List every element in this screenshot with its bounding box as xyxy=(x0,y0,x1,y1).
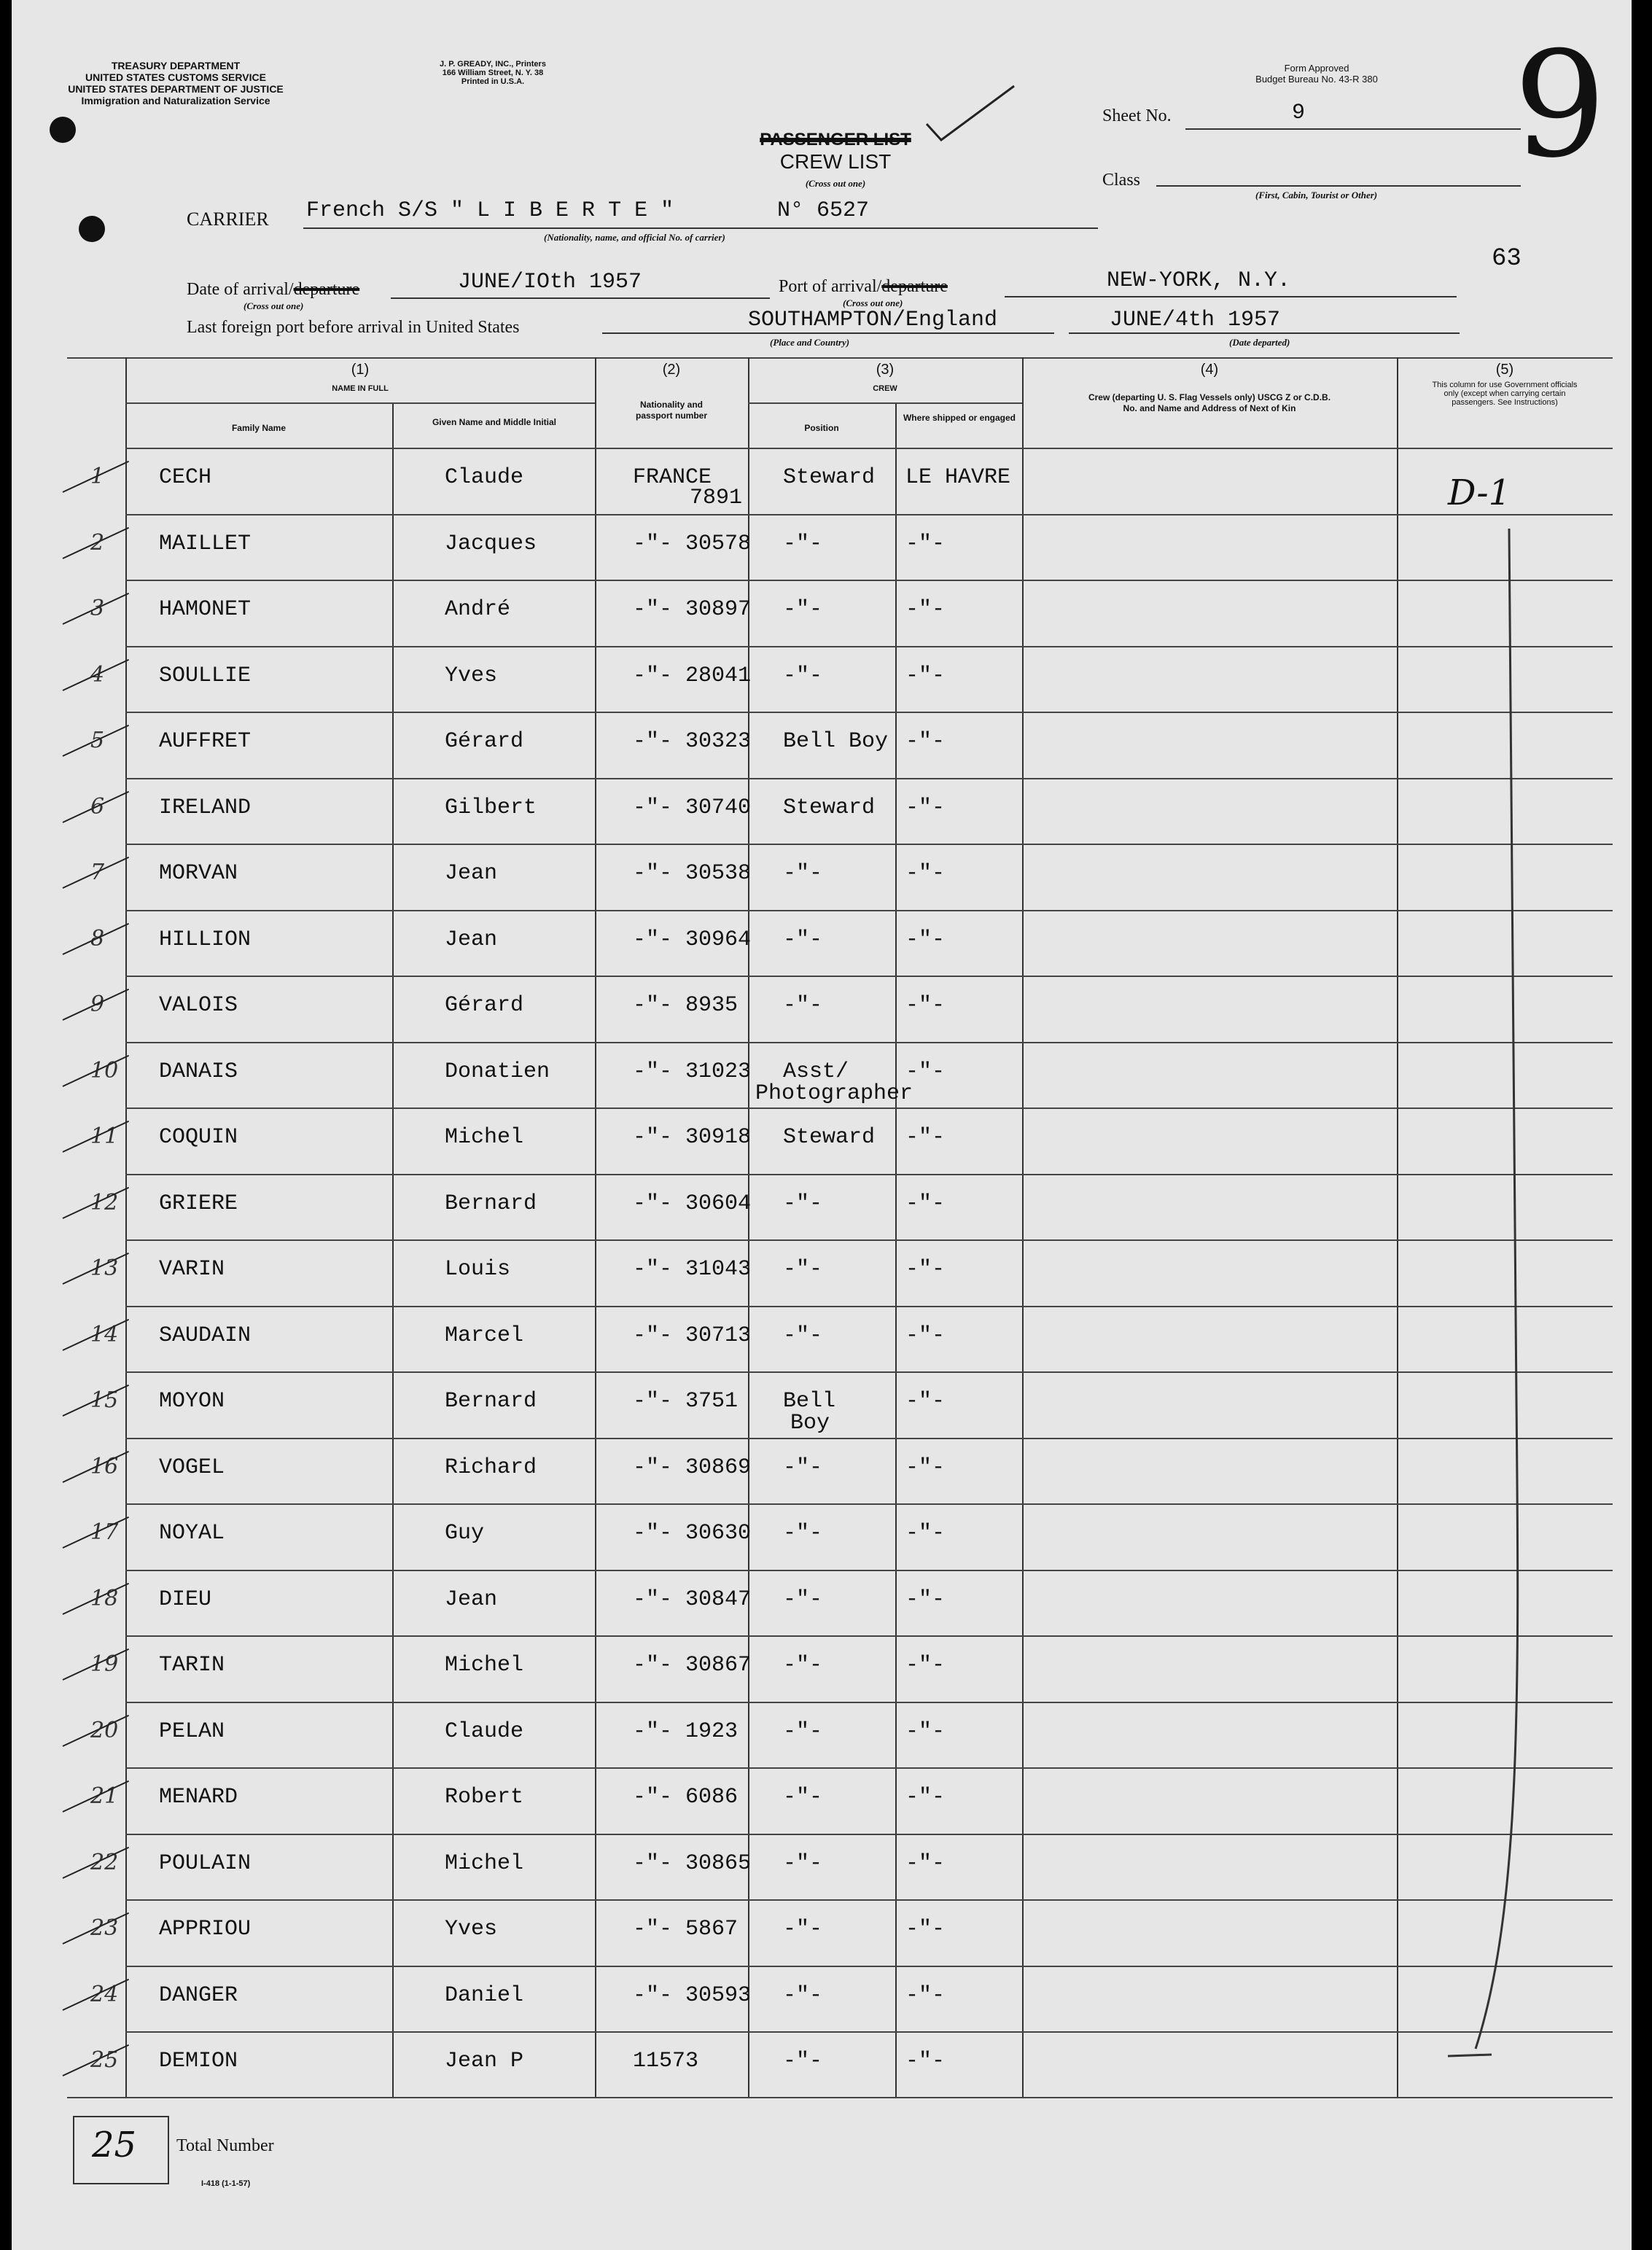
family-name-cell: DIEU xyxy=(159,1587,212,1612)
col3-number: (3) xyxy=(876,362,895,378)
port-label-struck: departure xyxy=(881,277,948,296)
row-number: 2 xyxy=(90,529,105,556)
class-note: (First, Cabin, Tourist or Other) xyxy=(1255,190,1378,201)
agency-line-3: UNITED STATES DEPARTMENT OF JUSTICE xyxy=(68,83,284,95)
given-name-cell: Robert xyxy=(445,1785,524,1810)
table-top-rule xyxy=(67,357,1613,359)
where-shipped-cell: -"- xyxy=(905,597,946,622)
nationality-cell: -"- 30323 xyxy=(633,729,752,754)
where-shipped-cell: -"- xyxy=(905,927,946,952)
nationality-cell: -"- 30865 xyxy=(633,1850,752,1876)
where-shipped-cell: -"- xyxy=(905,795,946,820)
position-cell: Bell xyxy=(783,1389,836,1414)
row-number: 4 xyxy=(90,661,105,688)
header-mid-rule xyxy=(125,402,595,404)
row-rule xyxy=(125,1635,1613,1637)
where-shipped-cell: -"- xyxy=(905,1587,946,1612)
header-bottom-rule xyxy=(125,448,1613,449)
row-number: 8 xyxy=(90,925,105,951)
family-name-cell: AUFFRET xyxy=(159,729,252,754)
nationality-cell: -"- 30867 xyxy=(633,1653,752,1678)
position-cell: Bell Boy xyxy=(783,729,889,754)
position-cell: -"- xyxy=(783,1323,823,1348)
nationality-cell: -"- 1923 xyxy=(633,1718,739,1744)
port-label-text: Port of arrival/ xyxy=(779,277,882,296)
given-name-cell: Jean P xyxy=(445,2049,524,2074)
row-number: 23 xyxy=(90,1915,119,1941)
carrier-note: (Nationality, name, and official No. of carrier) xyxy=(544,232,725,243)
col4-title: Crew (departing U. S. Flag Vessels only) USCG Z or C.D.B. No. and Name and Address of Next of Kin xyxy=(1088,392,1331,413)
row-number: 6 xyxy=(90,793,105,820)
position-cell-line2: Photographer xyxy=(755,1081,913,1106)
port-underline xyxy=(1005,296,1457,297)
family-name-cell: MOYON xyxy=(159,1389,225,1414)
given-name-cell: Jean xyxy=(445,927,498,952)
given-name-cell: Gérard xyxy=(445,993,524,1018)
family-name-cell: CECH xyxy=(159,465,212,490)
row-rule xyxy=(125,1108,1613,1109)
given-name-cell: Michel xyxy=(445,1653,524,1678)
position-cell-line2: Boy xyxy=(790,1411,830,1436)
nationality-cell: -"- 30740 xyxy=(633,795,752,820)
family-name-cell: MORVAN xyxy=(159,861,238,886)
passport-cell: 7891 xyxy=(690,486,743,510)
row-number: 7 xyxy=(90,860,105,885)
given-name-cell: Donatien xyxy=(445,1059,550,1084)
col5-annotation: D-1 xyxy=(1448,472,1511,513)
given-name-cell: Jean xyxy=(445,1587,498,1612)
nationality-cell: -"- 30897 xyxy=(633,597,752,622)
given-name-cell: Yves xyxy=(445,1917,498,1942)
col-rule-c xyxy=(595,357,596,2097)
position-cell: -"- xyxy=(783,1850,823,1876)
arrival-label-text: Date of arrival/ xyxy=(187,280,294,299)
family-name-cell: DANAIS xyxy=(159,1059,238,1084)
last-port-date: JUNE/4th 1957 xyxy=(1110,308,1281,332)
family-name-cell: MAILLET xyxy=(159,531,252,556)
position-cell: -"- xyxy=(783,1982,823,2008)
given-name-cell: Daniel xyxy=(445,1982,524,2008)
nationality-cell: -"- 31023 xyxy=(633,1059,752,1084)
where-shipped-cell: -"- xyxy=(905,1191,946,1216)
row-number: 22 xyxy=(90,1849,119,1875)
given-name-cell: Guy xyxy=(445,1521,485,1546)
position-cell: -"- xyxy=(783,1653,823,1678)
row-rule xyxy=(125,1042,1613,1043)
given-header: Given Name and Middle Initial xyxy=(432,417,557,427)
row-number: 19 xyxy=(90,1651,119,1677)
nationality-cell: -"- 3751 xyxy=(633,1389,739,1414)
where-shipped-cell: -"- xyxy=(905,663,946,688)
given-name-cell: Yves xyxy=(445,663,498,688)
carrier-label: CARRIER xyxy=(187,209,269,230)
position-cell: -"- xyxy=(783,1587,823,1612)
family-name-cell: MENARD xyxy=(159,1785,238,1810)
list-title-struck: PASSENGER LIST xyxy=(760,130,911,149)
family-name-cell: COQUIN xyxy=(159,1125,238,1150)
position-cell: Steward xyxy=(783,1125,876,1150)
row-number: 12 xyxy=(90,1189,119,1215)
family-name-cell: APPRIOU xyxy=(159,1917,252,1942)
nationality-cell: -"- 5867 xyxy=(633,1917,739,1942)
where-header: Where shipped or engaged xyxy=(903,413,1016,423)
family-name-cell: SAUDAIN xyxy=(159,1323,252,1348)
family-name-cell: TARIN xyxy=(159,1653,225,1678)
where-shipped-cell: -"- xyxy=(905,531,946,556)
family-name-cell: HAMONET xyxy=(159,597,252,622)
nationality-header: Nationality and passport number xyxy=(635,400,707,421)
row-rule xyxy=(125,1306,1613,1307)
row-rule xyxy=(125,712,1613,713)
family-header: Family Name xyxy=(231,423,287,433)
form-approved-block xyxy=(1222,63,1411,85)
family-name-cell: DANGER xyxy=(159,1982,238,2008)
carrier-value: French S/S " L I B E R T E " xyxy=(306,198,674,223)
position-cell: Asst/ xyxy=(783,1059,849,1084)
where-shipped-cell: -"- xyxy=(905,1455,946,1480)
crew-header: CREW xyxy=(873,384,897,393)
port-label xyxy=(779,277,948,297)
nationality-cell: -"- 30538 xyxy=(633,861,752,886)
given-name-cell: André xyxy=(445,597,511,622)
sheet-big-number: 9 xyxy=(1513,20,1607,190)
col1-title: NAME IN FULL xyxy=(332,384,389,393)
cross-out-note: (Cross out one) xyxy=(805,178,866,189)
nationality-cell: -"- 6086 xyxy=(633,1785,739,1810)
col5-bracket-line xyxy=(1441,525,1528,2071)
position-cell: -"- xyxy=(783,1917,823,1942)
given-name-cell: Claude xyxy=(445,1718,524,1744)
where-shipped-cell: -"- xyxy=(905,1850,946,1876)
given-name-cell: Michel xyxy=(445,1125,524,1150)
place-note: (Place and Country) xyxy=(770,337,850,348)
sheet-underline xyxy=(1185,128,1521,130)
position-cell: -"- xyxy=(783,993,823,1018)
row-rule xyxy=(125,580,1613,581)
row-number: 25 xyxy=(90,2047,119,2073)
document-page xyxy=(12,0,1632,2250)
nationality-cell: -"- 30593 xyxy=(633,1982,752,2008)
where-shipped-cell: -"- xyxy=(905,1521,946,1546)
col-rule-g xyxy=(1397,357,1398,2097)
where-shipped-cell: -"- xyxy=(905,1059,946,1084)
nationality-cell: 11573 xyxy=(633,2049,699,2074)
family-name-cell: HILLION xyxy=(159,927,252,952)
table-bottom-rule xyxy=(67,2097,1613,2098)
where-shipped-cell: LE HAVRE xyxy=(905,465,1011,490)
position-cell: -"- xyxy=(783,2049,823,2074)
row-number: 9 xyxy=(90,992,105,1017)
row-number: 15 xyxy=(90,1387,119,1413)
nationality-cell: -"- 30869 xyxy=(633,1455,752,1480)
where-shipped-cell: -"- xyxy=(905,1257,946,1282)
position-cell: -"- xyxy=(783,663,823,688)
nationality-cell: -"- 30713 xyxy=(633,1323,752,1348)
given-name-cell: Gérard xyxy=(445,729,524,754)
form-approved-line-2: Budget Bureau No. 43-R 380 xyxy=(1255,74,1378,85)
punch-hole-middle xyxy=(79,216,105,242)
given-name-cell: Bernard xyxy=(445,1389,537,1414)
row-rule xyxy=(125,1834,1613,1835)
col5-number: (5) xyxy=(1495,362,1514,378)
where-shipped-cell: -"- xyxy=(905,1125,946,1150)
family-name-cell: VARIN xyxy=(159,1257,225,1282)
where-shipped-cell: -"- xyxy=(905,1982,946,2008)
where-shipped-cell: -"- xyxy=(905,1323,946,1348)
nationality-cell: FRANCE xyxy=(633,465,712,490)
given-name-cell: Louis xyxy=(445,1257,511,1282)
row-number: 16 xyxy=(90,1453,119,1479)
sheet-label: Sheet No. xyxy=(1102,106,1172,125)
row-number: 10 xyxy=(90,1057,119,1083)
family-name-cell: NOYAL xyxy=(159,1521,225,1546)
arrival-cross-note: (Cross out one) xyxy=(243,300,304,311)
printer-line-3: Printed in U.S.A. xyxy=(461,77,525,86)
row-rule xyxy=(125,844,1613,845)
col-rule-b xyxy=(392,402,394,2097)
row-number: 24 xyxy=(90,1981,119,2007)
total-label: Total Number xyxy=(176,2136,274,2155)
nationality-cell: -"- 30964 xyxy=(633,927,752,952)
list-title: CREW LIST xyxy=(779,150,892,173)
col-rule-a xyxy=(125,357,127,2097)
family-name-cell: SOULLIE xyxy=(159,663,252,688)
family-name-cell: GRIERE xyxy=(159,1191,238,1216)
row-number: 21 xyxy=(90,1783,119,1809)
position-cell: Steward xyxy=(783,465,876,490)
row-number: 3 xyxy=(90,596,105,621)
row-rule xyxy=(125,2031,1613,2033)
position-cell: -"- xyxy=(783,927,823,952)
position-cell: -"- xyxy=(783,597,823,622)
form-approved-line-1: Form Approved xyxy=(1284,63,1349,74)
where-shipped-cell: -"- xyxy=(905,1917,946,1942)
given-name-cell: Gilbert xyxy=(445,795,537,820)
total-value: 25 xyxy=(92,2125,137,2165)
check-mark-icon xyxy=(923,80,1018,146)
row-number: 17 xyxy=(90,1519,119,1545)
agency-block xyxy=(55,60,296,106)
nationality-cell: -"- 8935 xyxy=(633,993,739,1018)
agency-line-1: TREASURY DEPARTMENT xyxy=(111,60,241,71)
given-name-cell: Claude xyxy=(445,465,524,490)
given-name-cell: Marcel xyxy=(445,1323,524,1348)
position-cell: -"- xyxy=(783,1521,823,1546)
where-shipped-cell: -"- xyxy=(905,1389,946,1414)
position-cell: -"- xyxy=(783,861,823,886)
row-number: 5 xyxy=(90,728,105,753)
given-name-cell: Michel xyxy=(445,1850,524,1876)
family-name-cell: VOGEL xyxy=(159,1455,225,1480)
position-cell: Steward xyxy=(783,795,876,820)
position-cell: -"- xyxy=(783,1718,823,1744)
family-name-cell: DEMION xyxy=(159,2049,238,2074)
date-note: (Date departed) xyxy=(1229,337,1290,348)
agency-line-2: UNITED STATES CUSTOMS SERVICE xyxy=(85,71,266,83)
nationality-cell: -"- 30578 xyxy=(633,531,752,556)
row-rule xyxy=(125,1966,1613,1967)
row-rule xyxy=(125,1702,1613,1703)
nationality-cell: -"- 31043 xyxy=(633,1257,752,1282)
row-rule xyxy=(125,1503,1613,1505)
last-port-value: SOUTHAMPTON/England xyxy=(748,308,998,332)
where-shipped-cell: -"- xyxy=(905,2049,946,2074)
row-number: 14 xyxy=(90,1321,119,1347)
punch-hole-top xyxy=(50,117,76,143)
nationality-cell: -"- 30918 xyxy=(633,1125,752,1150)
where-shipped-cell: -"- xyxy=(905,861,946,886)
nationality-cell: -"- 30630 xyxy=(633,1521,752,1546)
row-number: 18 xyxy=(90,1585,119,1611)
arrival-value: JUNE/IOth 1957 xyxy=(458,270,642,295)
arrival-underline xyxy=(391,297,770,299)
row-rule xyxy=(125,646,1613,647)
class-underline xyxy=(1156,185,1521,187)
position-cell: -"- xyxy=(783,1191,823,1216)
arrival-label-struck: departure xyxy=(293,280,360,299)
form-code: I-418 (1-1-57) xyxy=(201,2179,251,2188)
given-name-cell: Bernard xyxy=(445,1191,537,1216)
agency-line-4: Immigration and Naturalization Service xyxy=(81,95,270,106)
row-number: 11 xyxy=(90,1124,119,1149)
last-port-underline xyxy=(602,332,1054,334)
row-rule xyxy=(125,1570,1613,1571)
position-cell: -"- xyxy=(783,1257,823,1282)
side-number: 63 xyxy=(1492,245,1522,273)
row-number: 13 xyxy=(90,1256,119,1281)
family-name-cell: IRELAND xyxy=(159,795,252,820)
col-rule-f xyxy=(1022,357,1024,2097)
port-cross-note: (Cross out one) xyxy=(843,297,903,308)
row-number: 1 xyxy=(90,464,105,489)
row-rule xyxy=(125,976,1613,977)
family-name-cell: POULAIN xyxy=(159,1850,252,1876)
row-rule xyxy=(125,910,1613,911)
printer-line-1: J. P. GREADY, INC., Printers xyxy=(440,60,546,69)
header-mid-rule-crew xyxy=(748,402,1022,404)
row-rule xyxy=(125,1371,1613,1373)
where-shipped-cell: -"- xyxy=(905,1653,946,1678)
last-date-underline xyxy=(1069,332,1460,334)
nationality-cell: -"- 28041 xyxy=(633,663,752,688)
carrier-number: N° 6527 xyxy=(777,198,870,223)
printer-block xyxy=(405,60,580,86)
given-name-cell: Jacques xyxy=(445,531,537,556)
position-header: Position xyxy=(804,423,839,433)
col1-number: (1) xyxy=(351,362,370,378)
row-number: 20 xyxy=(90,1717,119,1743)
row-rule xyxy=(125,1239,1613,1241)
position-cell: -"- xyxy=(783,531,823,556)
where-shipped-cell: -"- xyxy=(905,1718,946,1744)
where-shipped-cell: -"- xyxy=(905,993,946,1018)
arrival-label xyxy=(187,280,359,300)
row-rule xyxy=(125,1899,1613,1901)
row-rule xyxy=(125,1767,1613,1769)
row-rule xyxy=(125,514,1613,515)
nationality-cell: -"- 30847 xyxy=(633,1587,752,1612)
col-rule-e xyxy=(895,402,897,2097)
row-rule xyxy=(125,1438,1613,1439)
row-rule xyxy=(125,1174,1613,1175)
position-cell: -"- xyxy=(783,1455,823,1480)
row-rule xyxy=(125,778,1613,779)
carrier-underline xyxy=(303,227,1098,229)
printer-line-2: 166 William Street, N. Y. 38 xyxy=(442,69,544,77)
where-shipped-cell: -"- xyxy=(905,1785,946,1810)
col2-number: (2) xyxy=(662,362,681,378)
nationality-cell: -"- 30604 xyxy=(633,1191,752,1216)
port-value: NEW-YORK, N.Y. xyxy=(1107,268,1291,293)
given-name-cell: Richard xyxy=(445,1455,537,1480)
position-cell: -"- xyxy=(783,1785,823,1810)
col5-title: This column for use Government officials only (except when carrying certain passengers. See Instructions) xyxy=(1432,381,1578,407)
where-shipped-cell: -"- xyxy=(905,729,946,754)
given-name-cell: Jean xyxy=(445,861,498,886)
class-label: Class xyxy=(1102,171,1141,190)
sheet-value: 9 xyxy=(1292,101,1306,125)
family-name-cell: PELAN xyxy=(159,1718,225,1744)
last-port-label: Last foreign port before arrival in United States xyxy=(187,318,520,337)
family-name-cell: VALOIS xyxy=(159,993,238,1018)
col4-number: (4) xyxy=(1200,362,1219,378)
